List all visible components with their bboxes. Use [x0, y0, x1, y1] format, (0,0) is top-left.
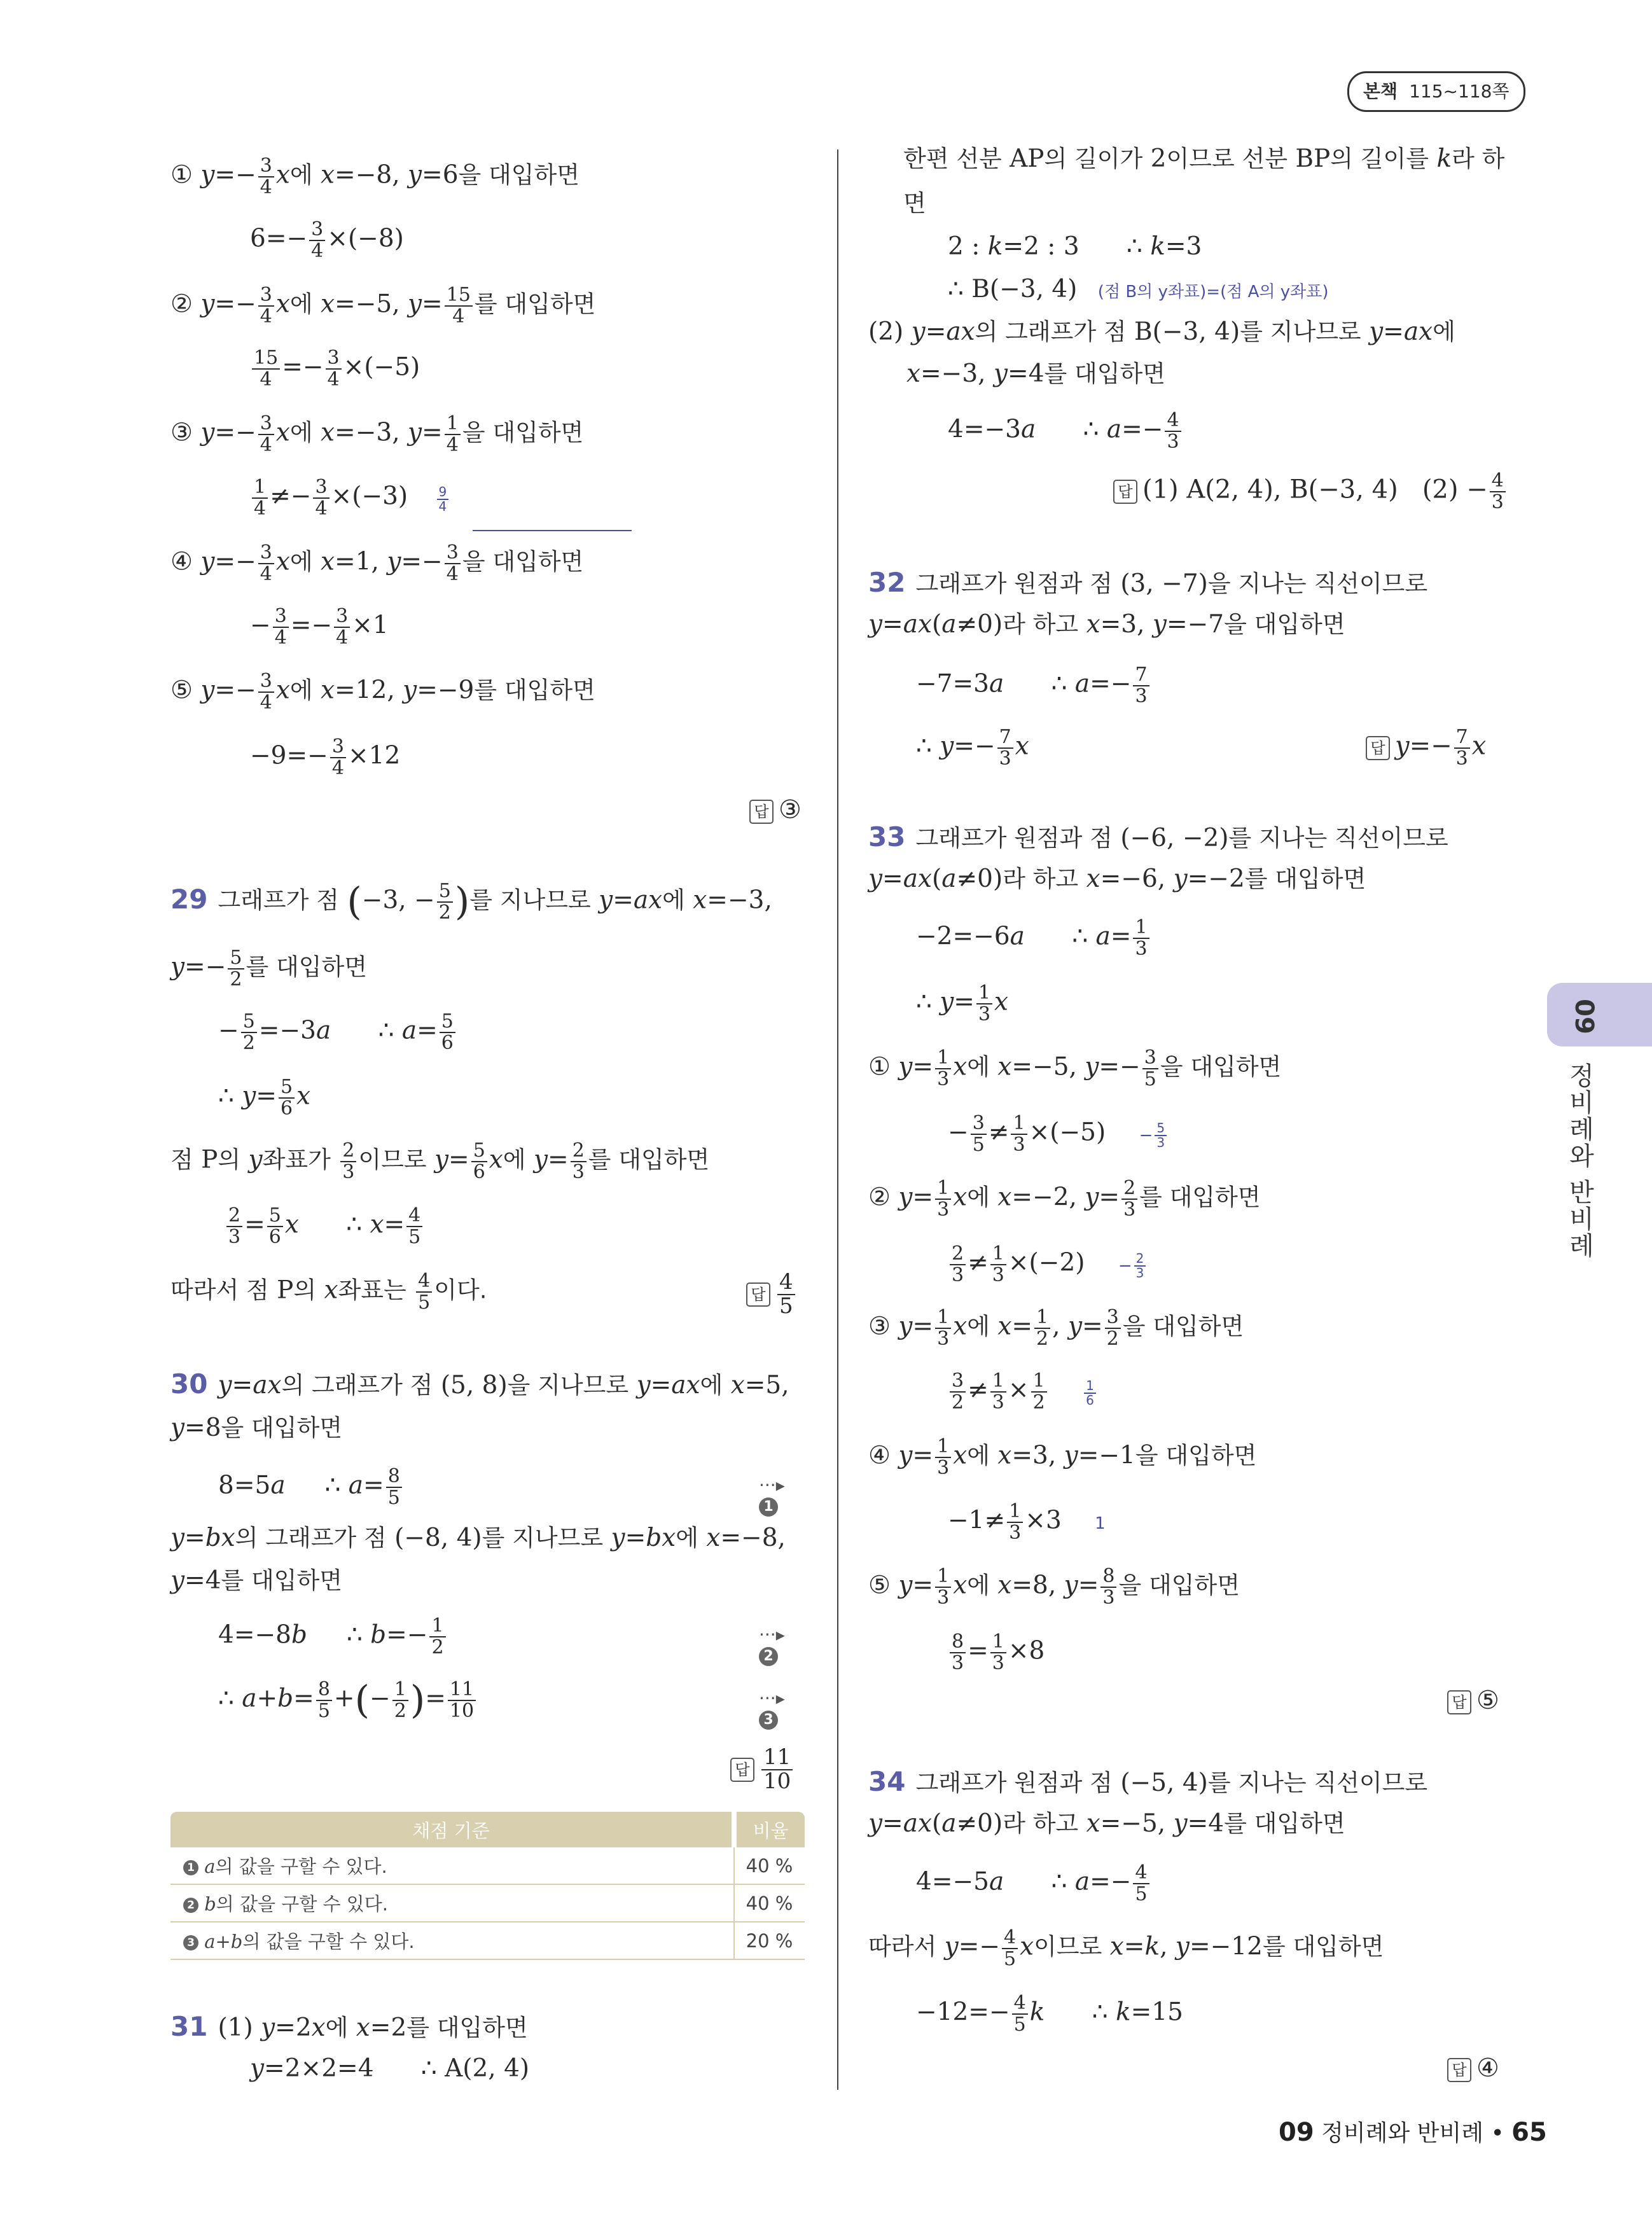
q33-line11: ④ y= $\frac{1}{3}$ x에 x=3, y=−1을 대입하면 [868, 1435, 1257, 1479]
q34-line4: 따라서 y=− $\frac{4}{5}$ x이므로 x=k, y=−12를 대입하면 [868, 1926, 1384, 1970]
q30-line5: y=4를 대입하면 [170, 1566, 343, 1595]
q31-line6: ∴ B(−3, 4) (점 B의 y좌표)=(점 A의 y좌표) [948, 275, 1329, 303]
q30-line3: 8=5a ∴ a= $\frac{8}{5}$ [218, 1466, 404, 1508]
badge-pages: 115~118쪽 [1409, 81, 1510, 102]
q29-line5: 점 P의 y좌표가 $\frac{2}{3}$ 이므로 y= $\frac{5}{6}$ x에 y= $\frac{2}{3}$ 를 대입하면 [170, 1139, 710, 1183]
column-divider [837, 149, 838, 2090]
q28-line9: ⑤ y=− $\frac{3}{4}$ x에 x=12, y=−9를 대입하면 [170, 670, 595, 714]
step-marker-3: ···▸ 3 [759, 1688, 807, 1730]
page-footer: 09 정비례와 반비례 • 65 [1279, 2118, 1547, 2147]
step-marker-2: ···▸ 2 [759, 1624, 807, 1666]
answer-icon: 답 [749, 800, 774, 824]
q33-line1: 33 그래프가 원점과 점 (−6, −2)를 지나는 직선이므로 [868, 821, 1448, 852]
q31-line5: 2 : k=2 : 3 ∴ k=3 [948, 232, 1202, 261]
table-row: 1 a의 값을 구할 수 있다. 40 % [170, 1847, 805, 1884]
scoring-table [170, 1812, 805, 1960]
q33-line8: $\frac{2}{3}$ ≠ $\frac{1}{3}$ ×(−2) − $\frac{2}{3}$ [948, 1244, 1148, 1285]
q31-line8: x=−3, y=4를 대입하면 [906, 359, 1165, 388]
q33-line12: −1≠ $\frac{1}{3}$ ×3 1 [948, 1500, 1106, 1544]
q33-line2: y=ax(a≠0)라 하고 x=−6, y=−2를 대입하면 [868, 865, 1366, 893]
q31-line1: 31 (1) y=2x에 x=2를 대입하면 [170, 2011, 528, 2042]
q33-answer: 답 ⑤ [1447, 1686, 1499, 1715]
q32-line4: ∴ y=− $\frac{7}{3}$ x [916, 726, 1029, 770]
q30-line2: y=8을 대입하면 [170, 1414, 343, 1442]
badge-label: 본책 [1363, 81, 1398, 102]
q31-line4: 면 [903, 190, 926, 217]
q30-line1: 30 y=ax의 그래프가 점 (5, 8)을 지나므로 y=ax에 x=5, [170, 1368, 789, 1400]
q29-line6: $\frac{2}{3}$ = $\frac{5}{6}$ x ∴ x= $\frac{4}{5}$ [225, 1206, 424, 1247]
scoring-header-ratio: 비율 [734, 1812, 805, 1847]
scoring-header-criteria: 채점 기준 [170, 1812, 734, 1847]
q28-line7: ④ y=− $\frac{3}{4}$ x에 x=1, y=− $\frac{3}{4}$ 을 대입하면 [170, 541, 584, 585]
q34-line3: 4=−5a ∴ a=− $\frac{4}{5}$ [916, 1863, 1151, 1904]
table-row: 3 a+b의 값을 구할 수 있다. 20 % [170, 1922, 805, 1959]
q29-answer: 답 $\frac{4}{5}$ [746, 1271, 797, 1317]
q28-underline [473, 518, 632, 531]
q28-answer: 답 ③ [749, 795, 802, 824]
q28-line4: $\frac{15}{4}$ =− $\frac{3}{4}$ ×(−5) [250, 348, 420, 389]
q28-line5: ③ y=− $\frac{3}{4}$ x에 x=−3, y= $\frac{1}{4}$ 을 대입하면 [170, 412, 584, 456]
q29-line1: 29 그래프가 점 (−3, − $\frac{5}{2}$ )를 지나므로 y=ax에 x=−3, [170, 879, 772, 924]
footer-title: 정비례와 반비례 [1321, 2120, 1484, 2146]
q30-line6: 4=−8b ∴ b=− $\frac{1}{2}$ [218, 1616, 448, 1657]
q34-line2: y=ax(a≠0)라 하고 x=−5, y=4를 대입하면 [868, 1809, 1345, 1838]
q33-line5: ① y= $\frac{1}{3}$ x에 x=−5, y=− $\frac{3}{5}$ 을 대입하면 [868, 1046, 1282, 1090]
q31-line3: 한편 선분 AP의 길이가 2이므로 선분 BP의 길이를 k라 하 [903, 144, 1505, 173]
q33-line3: −2=−6a ∴ a= $\frac{1}{3}$ [916, 917, 1151, 959]
q34-line1: 34 그래프가 원점과 점 (−5, 4)를 지나는 직선이므로 [868, 1766, 1428, 1797]
q28-line6: $\frac{1}{4}$ ≠− $\frac{3}{4}$ ×(−3) $\frac{9}{4}$ [250, 477, 450, 518]
q29-line2: y=− $\frac{5}{2}$ 를 대입하면 [170, 947, 367, 990]
chapter-tab-title: 정비례와 반비례 [1565, 1062, 1594, 1259]
q29-line7: 따라서 점 P의 x좌표는 $\frac{4}{5}$ 이다. [170, 1270, 487, 1314]
q28-line2: 6=− $\frac{3}{4}$ ×(−8) [250, 218, 404, 262]
chapter-tab-number: 09 [1569, 999, 1599, 1034]
page-range-badge [1347, 71, 1525, 112]
q32-line3: −7=3a ∴ a=− $\frac{7}{3}$ [916, 665, 1151, 706]
q28-line10: −9=− $\frac{3}{4}$ ×12 [250, 735, 401, 779]
step-marker-1: ···▸ 1 [759, 1475, 807, 1517]
q30-answer: 답 $\frac{11}{10}$ [730, 1746, 795, 1793]
q29-line3: − $\frac{5}{2}$ =−3a ∴ a= $\frac{5}{6}$ [218, 1011, 457, 1053]
q28-line8: − $\frac{3}{4}$ =− $\frac{3}{4}$ ×1 [250, 605, 389, 649]
q33-line4: ∴ y= $\frac{1}{3}$ x [916, 982, 1009, 1025]
table-row: 2 b의 값을 구할 수 있다. 40 % [170, 1884, 805, 1922]
q30-line4: y=bx의 그래프가 점 (−8, 4)를 지나므로 y=bx에 x=−8, [170, 1524, 786, 1552]
q33-line9: ③ y= $\frac{1}{3}$ x에 x= $\frac{1}{2}$ , y= $\frac{3}{2}$ 을 대입하면 [868, 1306, 1244, 1350]
q29-line4: ∴ y= $\frac{5}{6}$ x [218, 1076, 311, 1120]
footer-chapter: 09 [1279, 2118, 1314, 2147]
chapter-tab [1547, 983, 1652, 1046]
q30-line7: ∴ a+b= $\frac{8}{5}$ +(− $\frac{1}{2}$ )= $\frac{11}{10}$ [218, 1679, 478, 1721]
q33-line6: − $\frac{3}{5}$ ≠ $\frac{1}{3}$ ×(−5) − $\frac{5}{3}$ [948, 1113, 1169, 1155]
q33-line14: $\frac{8}{3}$ = $\frac{1}{3}$ ×8 [948, 1632, 1045, 1673]
q32-answer: 답 y=− $\frac{7}{3}$ x [1366, 727, 1486, 768]
q31-line2: y=2×2=4 ∴ A(2, 4) [250, 2054, 530, 2083]
q34-answer: 답 ④ [1447, 2054, 1499, 2083]
q28-line1: ① y=− $\frac{3}{4}$ x에 x=−8, y=6을 대입하면 [170, 155, 580, 198]
q33-line10: $\frac{3}{2}$ ≠ $\frac{1}{3}$ × $\frac{1}{2}$ $\frac{1}{6}$ [948, 1371, 1098, 1412]
q28-line3: ② y=− $\frac{3}{4}$ x에 x=−5, y= $\frac{15}{4}$ 를 대입하면 [170, 284, 596, 328]
page-number: 65 [1511, 2118, 1547, 2147]
q32-line2: y=ax(a≠0)라 하고 x=3, y=−7을 대입하면 [868, 610, 1345, 639]
q34-line5: −12=− $\frac{4}{5}$ k ∴ k=15 [916, 1992, 1183, 2036]
q33-line13: ⑤ y= $\frac{1}{3}$ x에 x=8, y= $\frac{8}{3}$ 을 대입하면 [868, 1565, 1240, 1609]
q31-answer: 답 (1) A(2, 4), B(−3, 4) (2) − $\frac{4}{3}$ [1113, 471, 1508, 512]
q31-line7: (2) y=ax의 그래프가 점 B(−3, 4)를 지나므로 y=ax에 [868, 317, 1455, 346]
q31-line9: 4=−3a ∴ a=− $\frac{4}{3}$ [948, 410, 1183, 452]
q32-line1: 32 그래프가 원점과 점 (3, −7)을 지나는 직선이므로 [868, 567, 1428, 598]
q33-line7: ② y= $\frac{1}{3}$ x에 x=−2, y= $\frac{2}{3}$ 를 대입하면 [868, 1177, 1261, 1221]
